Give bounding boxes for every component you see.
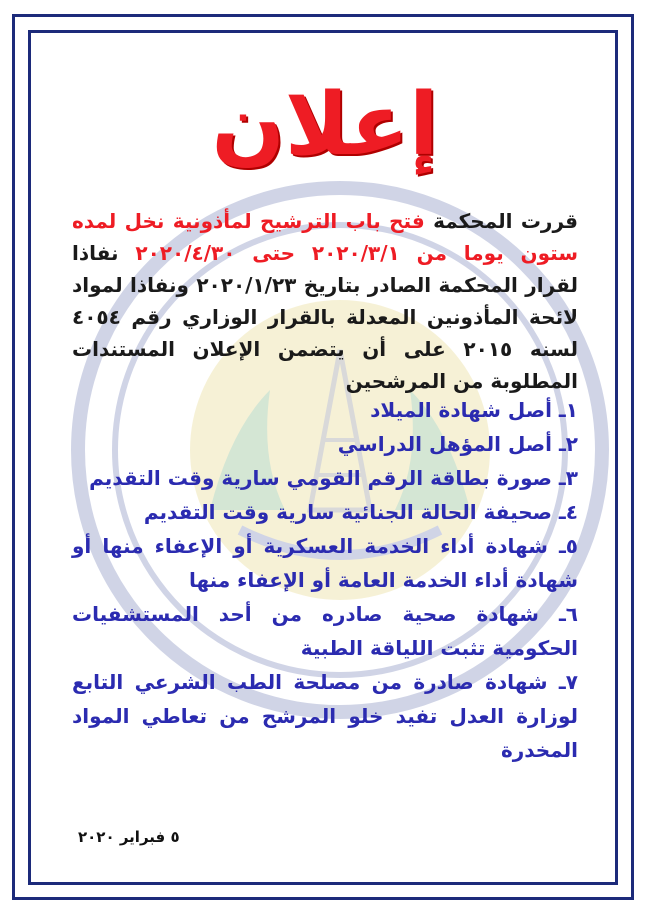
intro-text-1: قررت المحكمة (424, 209, 578, 233)
requirement-item: ٣ـ صورة بطاقة الرقم القومي سارية وقت التقديم (89, 466, 578, 490)
announcement-body (72, 205, 578, 397)
requirement-item: ١ـ أصل شهادة الميلاد (370, 398, 578, 422)
requirement-item: ٢ـ أصل المؤهل الدراسي (337, 432, 578, 456)
requirement-item: ٧ـ شهادة صادرة من مصلحة الطب الشرعي التابع لوزارة العدل تفيد خلو المرشح من تعاطي المواد المخدرة (72, 670, 578, 762)
requirements-list (72, 393, 578, 767)
intro-text-2: نفاذا لقرار المحكمة الصادر بتاريخ ٢٠٢٠/١/٢٣ ونفاذا لمواد لائحة المأذونين المعدلة بالقرار الوزاري رقم ٤٠٥٤ لسنه ٢٠١٥ على أن يتضمن الإعلان المستندات المطلوبة من المرشحين (72, 241, 579, 393)
announcement-date: ٥ فبراير ٢٠٢٠ (78, 828, 180, 846)
announcement-title: إعلان (211, 75, 439, 175)
requirement-item: ٦ـ شهادة صحية صادره من أحد المستشفيات الحكومية تثبت اللياقة الطبية (72, 602, 578, 660)
requirement-item: ٥ـ شهادة أداء الخدمة العسكرية أو الإعفاء منها أو شهادة أداء الخدمة العامة أو الإعفاء منها (72, 534, 578, 592)
requirement-item: ٤ـ صحيفة الحالة الجنائية سارية وقت التقديم (143, 500, 578, 524)
intro-highlight: فتح باب الترشيح لمأذونية نخل لمده ستون يوما من ٢٠٢٠/٣/١ حتى ٢٠٢٠/٤/٣٠ (72, 209, 578, 265)
